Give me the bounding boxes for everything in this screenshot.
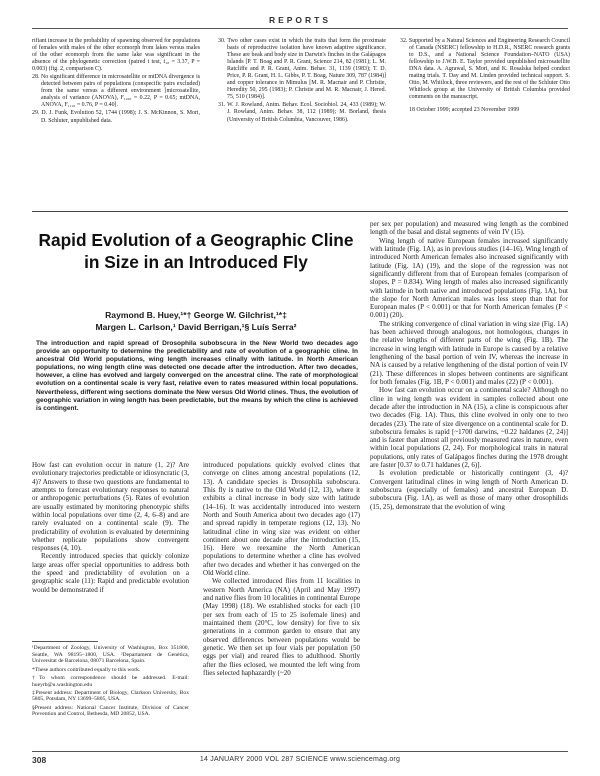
author-list (32, 310, 360, 333)
issue-line: 14 JANUARY 2000 VOL 287 SCIENCE www.sciencemag.org (199, 756, 401, 763)
correspondence-footnote: †To whom correspondence should be addressed. E-mail: hueyrb@u.washington.edu (32, 674, 189, 688)
article-title: Rapid Evolution of a Geographic Cline in Size in an Introduced Fly (38, 230, 354, 272)
notes-column-2 (218, 38, 386, 125)
article-divider (32, 211, 568, 212)
authors-line-2: Margen L. Carlson,¹ David Berrigan,¹§ Luís Serra² (95, 321, 297, 332)
body-paragraph: per sex per population) and measured wing length as the combined length of the basal and distal segments of vein IV (15). (370, 220, 568, 237)
body-paragraph: We collected introduced flies from 11 localities in western North America (NA) (April and May 1997) and native flies from 10 localities in continental Europe (May 1998) (18). We established stocks for each (10 per sex from each of 15 to 25 isofemale lines) and maintained them (20°C, low density) for five to six generations in a common garden to ensure that any observed differences between populations would be genetic. We then set up four vials per population (50 eggs per vial) and reared flies to adulthood. Shortly after the flies eclosed, we mounted the left wing from flies selected haphazardly (~20 (203, 577, 360, 677)
present-address-footnote: ‡Present address: Department of Biology, Clarkson University, Box 5805, Potsdam, NY 13699–5805, USA. (32, 689, 189, 703)
present-address-footnote: §Present address: National Cancer Institute, Division of Cancer Prevention and Control, Bethesda, MD 20852, USA. (32, 704, 189, 718)
notes-column-1 (32, 38, 200, 126)
body-paragraph: The striking convergence of clinal variation in wing size (Fig. 1A) has been achieved through analogous, not homologous, changes in the relative lengths of different parts of the wing (Fig. 1B). The increase in wing length with latitude in Europe is caused by a relative lengthening of the basal portion of vein IV, whereas the increase in NA is caused by a relative lengthening of the distal portion of vein IV (21). These differences in slopes between continents are significant for both females (Fig. 1B, P < 0.001) and males (22) (P < 0.001). (370, 319, 568, 386)
affiliations-footnote: ¹Department of Zoology, University of Washington, Box 351800, Seattle, WA 98195–1800, USA. ²Departament de Genètica, Universitat de Barcelona, 08071 Barcelona, Spain. (32, 645, 189, 665)
footer-rule (32, 751, 568, 752)
page-number: 308 (32, 755, 47, 765)
received-accepted-dates: 18 October 1999; accepted 23 November 1999 (409, 107, 520, 114)
abstract: The introduction and rapid spread of Drosophila subobscura in the New World two decades ago provide an opportunity to determine the predictability and rate of evolution of a geographic cline. In ancestral Old World populations, wing length increases clinally with latitude. In North American populations, no wing length cline was detected one decade after the introduction. After two decades, however, a cline has evolved and largely converged on the ancestral cline. The rate of morphological evolution on a continental scale is very fast, relative even to rates measured within local populations. Nevertheless, different wing sections dominate the New versus Old World clines. Thus, the evolution of geographic variation in wing length has been predictable, but the means by which the cline is achieved is contingent. (36, 340, 358, 412)
body-paragraph: How fast can evolution occur in nature (1, 2)? Are evolutionary trajectories predictable or idiosyncratic (3, 4)? Answers to these two questions are fundamental to attempts to forecast evolutionary responses to natural or anthropogenic perturbations (5). Rates of evolution are usually estimated by monitoring phenotypic shifts within local populations over time (2, 4, 6–8) and are rarely evaluated on a continental scale (9). The predictability of evolution is evaluated by determining whether replicate populations show convergent responses (4, 10). (32, 461, 189, 553)
header-rule (32, 28, 568, 29)
footnote-rule (32, 641, 98, 642)
body-paragraph: introduced populations quickly evolved clines that converge on clines among ancestral populations (12, 13). A candidate species is Drosophila subobscura. This fly is native to the Old World (12, 13), where it exhibits a clinal increase in body size with latitude (14–16). It was accidentally introduced into western North and South America about two decades ago (17) and spread rapidly in temperate regions (12, 13). No latitudinal cline in wing size was evident on either continent about one decade after the introduction (15, 16). Here we reexamine the North American populations to determine whether a cline has evolved after two decades and whether it has converged on the Old World cline. (203, 461, 360, 578)
note-text: rifiant increase in the probability of spawning observed for populations of females with males of the other ecomorph from lakes versus males of the other ecomorph from the same lake was significant in the absence of the phylogenetic correction (paired t test, t₁₀ = 3.37, P = 0.003) (fig. 2, comparison C). (32, 38, 200, 73)
body-paragraph: Wing length of native European females increased significantly with latitude (Fig. 1A), as in previous studies (14–16). Wing length of introduced North American females also increased significantly with latitude (Fig. 1A) (19), and the slope of the regression was not significantly different from that of European females (comparison of slopes, P = 0.834). Wing length of males also increased significantly with latitude in both native and introduced populations (Fig. 1A), but the slope for North American males was less steep than that for European males (P < 0.001) or that for North American females (P < 0.001) (20). (370, 236, 568, 320)
notes-column-3 (400, 38, 570, 115)
note-29: 29. D. J. Funk, Evolution 52, 1744 (1998); J. S. McKinnon, S. Mori, D. Schluter, unpublished data. (32, 110, 200, 124)
note-30: 30. Two other cases exist in which the traits that form the proximate basis of reproductive isolation have known adaptive significance. These are beak and body size in Darwin's finches in the Galápagos Islands [P. T. Boag and P. R. Grant, Science 214, 82 (1981); L. M. Ratcliffe and P. R. Grant, Anim. Behav. 31, 1139 (1983); T. D. Price, P. R. Grant, H. L. Gibbs, P. T. Boag, Nature 309, 787 (1984)] and copper tolerance in Mimulus [M. R. Macnair and P. Christie, Heredity 50, 295 (1983); P. Christie and M. R. Macnair, J. Hered. 75, 510 (1984)]. (218, 38, 386, 101)
body-column-1 (32, 461, 189, 594)
body-paragraph: Recently introduced species that quickly colonize large areas offer special opportunities to address both the speed and predictability of evolution on a geographic scale (11): Rapid and predictable evolution would be demonstrated if (32, 552, 189, 594)
section-header: REPORTS (268, 15, 332, 25)
body-paragraph: How fast can evolution occur on a continental scale? Although no cline in wing length was evident in samples collected about one decade after the introduction in NA (15), a cline is conspicuous after two decades (Fig. 1A). Thus, this cline evolved in only one to two decades (23). The rate of size divergence on a continental scale for D. subobscura females is rapid [~1700 darwins, ~0.22 haldanes (2, 24)] and is faster than almost all previously measured rates in nature, even within local populations (2, 24). For morphological traits in natural populations, only rates of Galápagos finches during the 1978 drought are faster [0.37 to 0.71 haldanes (2, 6)]. (370, 386, 568, 470)
author-footnotes (32, 645, 189, 720)
note-31: 31. W. J. Rowland, Anim. Behav. Ecol. Sociobiol. 24, 433 (1989); W. J. Rowland, Anim. Behav. 38, 112 (1989); M. Borland, thesis (University of British Columbia, Vancouver, 1986). (218, 102, 386, 123)
body-column-2 (203, 461, 360, 677)
note-28: 28. No significant difference in microsatellite or mtDNA divergence is detected between pairs of populations (conspecific pairs excluded) from the same versus a different environment [microsatellite, analysis of variance (ANOVA), F₁,₆₀ = 0.22, P = 0.65; mtDNA, ANOVA, F₁,₁₀ = 0.76, P = 0.40]. (32, 74, 200, 109)
body-paragraph: Is evolution predictable or historically contingent (3, 4)? Convergent latitudinal clines in wing length of North American D. subobscura (especially of females) and ancestral European D. subobscura (Fig. 1A), as well as those of many other drosophilids (15, 25), demonstrate that the evolution of wing (370, 469, 568, 511)
body-column-3 (370, 220, 568, 511)
authors-line-1: Raymond B. Huey,¹*† George W. Gilchrist,¹*‡ (105, 310, 287, 320)
note-32: 32. Supported by a Natural Sciences and Engineering Research Council of Canada (NSERC) fellowship to H.D.R., NSERC research grants to D.S., and a National Science Foundation–NATO (USA) fellowship to J.W.B. E. Taylor provided unpublished microsatellite DNA data. A. Agrawal, S. Mori, and K. Rosalska helped conduct mating trials. T. Day and M. Linden provided technical support. S. Otto, M. Whitlock, three reviewers, and the rest of the Schluter Otto Whitlock group at the University of British Columbia provided comments on the manuscript. (400, 38, 570, 101)
equal-contribution-footnote: *These authors contributed equally to this work. (32, 666, 141, 673)
